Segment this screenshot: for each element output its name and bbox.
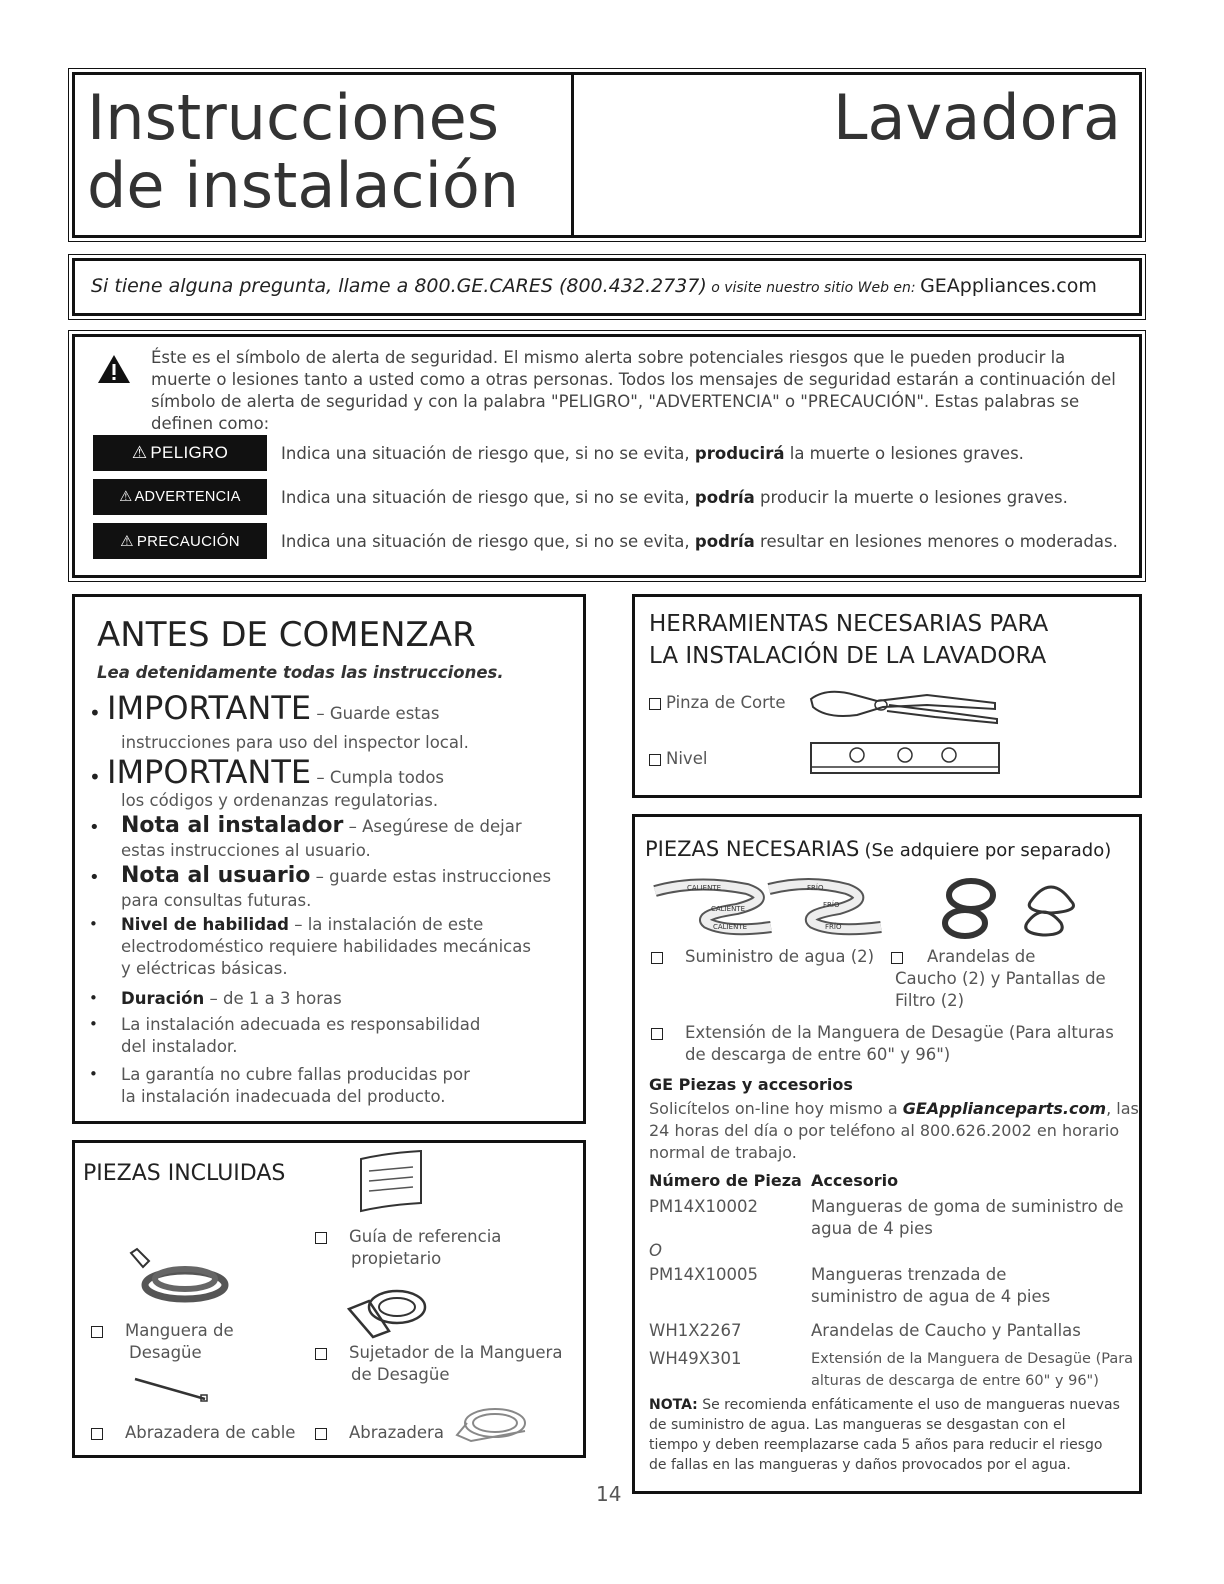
abrazadera-cable-label: Abrazadera de cable — [125, 1423, 296, 1442]
ge-p-l1 — [649, 1099, 1139, 1118]
nota-user-head: Nota al usuario — [121, 863, 311, 888]
advertencia-label — [93, 479, 267, 515]
herramientas-box — [632, 594, 1142, 798]
precaucion-def-post: resultar en lesiones menores o moderadas. — [754, 532, 1118, 551]
precaucion-label — [93, 523, 267, 559]
extension-l2: de descarga de entre 60" y 96") — [685, 1045, 951, 1064]
page-title-line2: de instalación — [87, 149, 520, 222]
parts-row-2-acc-l1: Mangueras trenzada de — [811, 1265, 1007, 1284]
extension-item — [651, 1023, 1114, 1042]
header-divider — [571, 75, 574, 235]
parts-row-4-acc-l1: Extensión de la Manguera de Desagüe (Para — [811, 1351, 1134, 1367]
guia-checkbox[interactable] — [315, 1232, 327, 1244]
parts-row-1-acc-l1: Mangueras de goma de suministro de — [811, 1197, 1124, 1216]
hot-hose-label-3: CALIENTE — [713, 923, 747, 931]
arandelas-item — [891, 947, 1035, 966]
imp2-head: IMPORTANTE — [107, 753, 312, 791]
imp1-cont: instrucciones para uso del inspector local. — [121, 733, 469, 752]
guia-l2: propietario — [351, 1249, 442, 1268]
page-title-line1: Instrucciones — [87, 81, 500, 154]
advertencia-def-post: producir la muerte o lesiones graves. — [754, 488, 1068, 507]
arandelas-l3: Filtro (2) — [895, 991, 965, 1010]
imp1-bullet: • — [89, 701, 101, 725]
tool-pinza-label: Pinza de Corte — [666, 693, 786, 712]
gar-bullet: • — [89, 1065, 98, 1083]
nota-l4: de fallas en las mangueras y daños provocados por el agua. — [649, 1457, 1071, 1473]
hose-holder-icon — [345, 1287, 431, 1341]
antes-box — [72, 594, 586, 1124]
ge-p-l1b: , las — [1106, 1099, 1139, 1118]
washer-screen-icon[interactable] — [931, 871, 1091, 943]
ge-p-l2: 24 horas del día o por teléfono al 800.626.2002 en horario — [649, 1121, 1120, 1140]
advertencia-warning-icon: ⚠ — [119, 489, 133, 505]
advertencia-label-text: ADVERTENCIA — [134, 489, 241, 505]
pliers-icon — [807, 685, 1003, 725]
dur-head: Duración — [121, 989, 205, 1008]
advertencia-def-pre: Indica una situación de riesgo que, si no se evita, — [281, 488, 695, 507]
parts-row-or: O — [649, 1241, 662, 1260]
advertencia-definition — [281, 488, 1068, 507]
gar-l1: La garantía no cubre fallas producidas por — [121, 1065, 470, 1084]
sujetador-checkbox[interactable] — [315, 1348, 327, 1360]
piezas-nec-title-note: (Se adquiere por separado) — [864, 840, 1112, 861]
hot-hose-icon[interactable] — [647, 877, 779, 939]
extension-checkbox[interactable] — [651, 1028, 663, 1040]
precaucion-def-pre: Indica una situación de riesgo que, si no se evita, — [281, 532, 695, 551]
precaucion-label-text: PRECAUCIÓN — [136, 532, 240, 550]
nota-inst-bullet: • — [89, 817, 100, 838]
parts-col-header-1: Número de Pieza — [649, 1171, 802, 1190]
abrazadera-cable-item — [91, 1423, 295, 1442]
abrazadera-label: Abrazadera — [349, 1423, 444, 1442]
nota-inst-head: Nota al instalador — [121, 813, 344, 838]
manguera-l1: Manguera de — [125, 1321, 234, 1340]
parts-row-3-part: WH1X2267 — [649, 1321, 742, 1340]
nivel-bullet: • — [89, 915, 98, 933]
nota-user-bullet: • — [89, 867, 100, 888]
arandelas-checkbox[interactable] — [891, 952, 903, 964]
tool-pinza-item — [649, 693, 786, 712]
nota-user-cont: para consultas futuras. — [121, 891, 312, 910]
agua-item — [651, 947, 874, 966]
arandelas-l1: Arandelas de — [927, 947, 1036, 966]
precaucion-warning-icon: ⚠ — [120, 533, 134, 550]
nota-l3: tiempo y deben reemplazarse cada 5 años para reducir el riesgo — [649, 1437, 1103, 1453]
safety-box — [72, 334, 1142, 578]
clamp-icon — [455, 1401, 531, 1449]
contact-website-prefix: o visite nuestro sitio Web en: — [706, 280, 921, 296]
contact-text — [91, 275, 1097, 297]
nota-user-line — [121, 863, 551, 888]
manguera-l2: Desagüe — [129, 1343, 202, 1362]
piezas-incluidas-box — [72, 1140, 586, 1458]
ge-parts-link[interactable]: GEApplianceparts.com — [902, 1099, 1107, 1118]
agua-checkbox[interactable] — [651, 952, 663, 964]
nota-inst-cont: estas instrucciones al usuario. — [121, 841, 371, 860]
piezas-inc-title: PIEZAS INCLUIDAS — [83, 1161, 286, 1186]
parts-row-3-acc-l1: Arandelas de Caucho y Pantallas — [811, 1321, 1081, 1340]
manguera-checkbox[interactable] — [91, 1326, 103, 1338]
nota-user-rest: – guarde estas instrucciones — [310, 867, 552, 886]
resp-bullet: • — [89, 1015, 98, 1033]
hot-hose-label-2: CALIENTE — [711, 905, 745, 913]
nota-inst-rest: – Asegúrese de dejar — [343, 817, 522, 836]
nota-head: NOTA: — [649, 1397, 698, 1413]
imp2-cont: los códigos y ordenanzas regulatorias. — [121, 791, 439, 810]
extension-l1: Extensión de la Manguera de Desagüe (Para alturas — [685, 1023, 1114, 1042]
nivel-line — [121, 915, 483, 934]
nota-l2: de suministro de agua. Las mangueras se desgastan con el — [649, 1417, 1066, 1433]
cable-tie-icon — [131, 1375, 211, 1405]
sujetador-l1: Sujetador de la Manguera — [349, 1343, 563, 1362]
peligro-def-pre: Indica una situación de riesgo que, si no se evita, — [281, 444, 695, 463]
nivel-rest: – la instalación de este — [288, 915, 484, 934]
imp2-line — [107, 753, 444, 791]
ge-p-l1a: Solicítelos on-line hoy mismo a — [649, 1099, 903, 1118]
page-number: 14 — [596, 1482, 622, 1506]
agua-label: Suministro de agua (2) — [685, 947, 875, 966]
nivel-head: Nivel de habilidad — [121, 915, 289, 934]
herramientas-title-l2: LA INSTALACIÓN DE LA LAVADORA — [649, 643, 1047, 669]
antes-subtitle: Lea detenidamente todas las instrucciones. — [97, 663, 504, 682]
peligro-label — [93, 435, 267, 471]
peligro-def-strong: producirá — [694, 444, 785, 463]
imp1-line — [107, 689, 439, 727]
arandelas-l2: Caucho (2) y Pantallas de — [895, 969, 1106, 988]
peligro-definition — [281, 444, 1024, 463]
peligro-label-text: PELIGRO — [150, 443, 229, 462]
contact-banner — [72, 258, 1142, 316]
parts-row-4-part: WH49X301 — [649, 1349, 742, 1368]
imp1-head: IMPORTANTE — [107, 689, 312, 727]
antes-title: ANTES DE COMENZAR — [97, 615, 476, 655]
tool-nivel-item — [649, 749, 707, 768]
cold-hose-icon[interactable] — [763, 877, 887, 939]
parts-row-4-acc-l2: alturas de descarga de entre 60" y 96") — [811, 1373, 1099, 1389]
manguera-item — [91, 1321, 234, 1340]
header-banner — [72, 72, 1142, 238]
piezas-nec-title-text: PIEZAS NECESARIAS — [645, 837, 860, 861]
resp-l2: del instalador. — [121, 1037, 238, 1056]
parts-col-header-2: Accesorio — [811, 1171, 899, 1190]
product-title: Lavadora — [833, 81, 1121, 154]
abrazadera-cable-checkbox[interactable] — [91, 1428, 103, 1440]
nivel-l3: y eléctricas básicas. — [121, 959, 288, 978]
contact-website-link[interactable]: GEAppliances.com — [920, 275, 1097, 297]
parts-row-2-acc-l2: suministro de agua de 4 pies — [811, 1287, 1051, 1306]
warning-triangle-icon — [97, 353, 131, 385]
resp-l1: La instalación adecuada es responsabilidad — [121, 1015, 481, 1034]
imp2-rest: – Cumpla todos — [311, 768, 445, 787]
level-icon — [809, 739, 1003, 779]
piezas-nec-title — [645, 837, 1111, 861]
guide-book-icon — [357, 1149, 427, 1215]
tool-nivel-label: Nivel — [666, 749, 708, 768]
piezas-necesarias-box — [632, 814, 1142, 1494]
gar-l2: la instalación inadecuada del producto. — [121, 1087, 446, 1106]
nota-l1 — [649, 1397, 1120, 1413]
contact-phone-text: Si tiene alguna pregunta, llame a 800.GE.CARES (800.432.2737) — [91, 275, 707, 297]
precaucion-definition — [281, 532, 1118, 551]
dur-bullet: • — [89, 989, 98, 1007]
hot-hose-label-1: CALIENTE — [687, 884, 721, 892]
sujetador-item — [315, 1343, 562, 1362]
dur-line — [121, 989, 342, 1008]
cold-hose-label-1: FRÍO — [807, 884, 824, 892]
tool-nivel-checkbox[interactable] — [649, 754, 661, 766]
cold-hose-label-2: FRÍO — [823, 901, 840, 909]
abrazadera-item — [315, 1423, 444, 1442]
nivel-l2: electrodoméstico requiere habilidades mecánicas — [121, 937, 531, 956]
dur-rest: – de 1 a 3 horas — [204, 989, 342, 1008]
imp2-bullet: • — [89, 765, 101, 789]
herramientas-title-l1: HERRAMIENTAS NECESARIAS PARA — [649, 611, 1049, 637]
peligro-warning-icon: ⚠ — [131, 443, 148, 462]
sujetador-l2: de Desagüe — [351, 1365, 450, 1384]
parts-row-1-acc-l2: agua de 4 pies — [811, 1219, 933, 1238]
guia-l1: Guía de referencia — [349, 1227, 502, 1246]
abrazadera-checkbox[interactable] — [315, 1428, 327, 1440]
tool-pinza-checkbox[interactable] — [649, 698, 661, 710]
ge-p-l3: normal de trabajo. — [649, 1143, 797, 1162]
safety-intro: Éste es el símbolo de alerta de seguridad. El mismo alerta sobre potenciales riesgos que le pueden producir la muerte o lesiones tanto a usted como a otras personas. Todos los mensajes de seguridad estarán a continuación del símbolo de alerta de seguridad y con la palabra "PELIGRO", "ADVERTENCIA" o "PRECAUCIÓN". Estas palabras se definen como: — [151, 348, 1116, 433]
ge-head: GE Piezas y accesorios — [649, 1075, 853, 1094]
precaucion-def-strong: podría — [694, 532, 755, 551]
cold-hose-label-3: FRÍO — [825, 923, 842, 931]
imp1-rest: – Guarde estas — [311, 704, 440, 723]
advertencia-def-strong: podría — [694, 488, 755, 507]
guia-item — [315, 1227, 501, 1246]
nota-inst-line — [121, 813, 522, 838]
parts-row-1-part: PM14X10002 — [649, 1197, 758, 1216]
nota-l1-text: Se recomienda enfáticamente el uso de mangueras nuevas — [697, 1397, 1120, 1413]
parts-row-2-part: PM14X10005 — [649, 1265, 758, 1284]
peligro-def-post: la muerte o lesiones graves. — [784, 444, 1024, 463]
drain-hose-icon — [123, 1247, 233, 1311]
